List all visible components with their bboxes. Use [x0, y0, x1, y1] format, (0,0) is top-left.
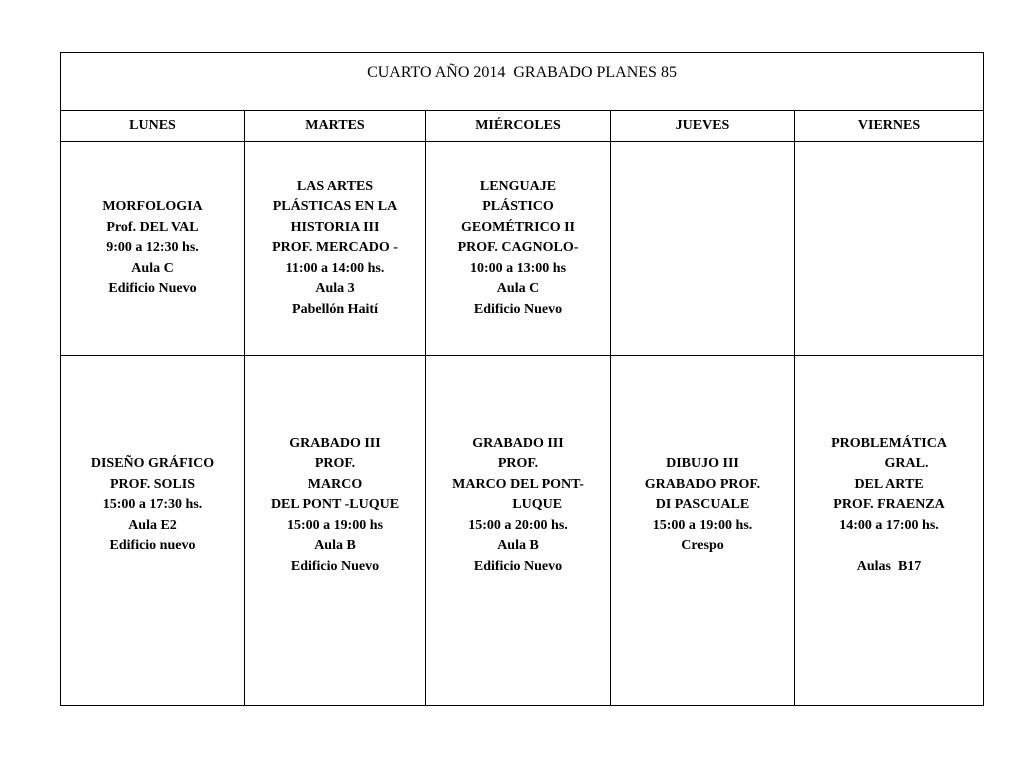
day-header-martes: MARTES — [245, 111, 426, 142]
class-cell-line: PROBLEMÁTICA — [831, 435, 947, 451]
class-cell-line: Edificio Nuevo — [473, 301, 563, 317]
class-cell-line: LENGUAJE — [479, 178, 557, 194]
class-cell-line: DEL PONT -LUQUE — [270, 497, 400, 513]
class-cell-line: MARCO DEL PONT- — [452, 476, 584, 492]
class-cell-viernes-2 — [795, 356, 984, 706]
class-cell-line: 9:00 a 12:30 hs. — [106, 240, 199, 256]
class-cell-line: Edificio Nuevo — [473, 558, 563, 574]
class-cell-miercoles-2 — [426, 356, 611, 706]
schedule-row-afternoon — [61, 356, 984, 706]
class-cell-line: DI PASCUALE — [655, 497, 750, 513]
class-cell-text — [611, 454, 794, 557]
class-cell-line: Aula C — [131, 260, 174, 276]
class-cell-line: PROF. MERCADO - — [272, 240, 398, 256]
schedule-title: CUARTO AÑO 2014 GRABADO PLANES 85 — [367, 64, 677, 81]
class-cell-line: PROF. — [314, 456, 356, 472]
class-cell-line: LAS ARTES — [296, 178, 374, 194]
class-cell-line: DIBUJO III — [666, 456, 739, 472]
class-cell-line: LUQUE — [473, 497, 563, 513]
class-cell-martes-1 — [245, 142, 426, 356]
class-cell-line: Crespo — [681, 538, 724, 554]
class-cell-line: DISEÑO GRÁFICO — [90, 456, 215, 472]
class-cell-text — [426, 177, 610, 321]
class-cell-line: Aula C — [496, 281, 540, 297]
class-cell-line: Aula E2 — [128, 517, 177, 533]
class-cell-jueves-1 — [611, 142, 795, 356]
class-cell-line: 15:00 a 19:00 hs — [286, 517, 384, 533]
class-cell-line: 14:00 a 17:00 hs. — [839, 517, 939, 533]
class-cell-text — [61, 197, 244, 300]
class-cell-line: 15:00 a 19:00 hs. — [652, 517, 753, 533]
class-cell-miercoles-1 — [426, 142, 611, 356]
day-header-row — [61, 111, 984, 142]
class-cell-line: Aula B — [314, 538, 356, 554]
class-cell-line: GEOMÉTRICO II — [461, 219, 575, 235]
schedule-title-cell — [61, 53, 984, 111]
class-cell-line: GRABADO III — [289, 435, 381, 451]
class-cell-lunes-2 — [61, 356, 245, 706]
day-header-lunes: LUNES — [61, 111, 245, 142]
class-cell-line: Edificio nuevo — [109, 538, 196, 554]
class-cell-line: Aula B — [497, 538, 539, 554]
class-cell-line: Aulas B17 — [856, 558, 922, 574]
class-cell-line: GRAL. — [849, 456, 929, 472]
class-cell-text — [795, 434, 983, 578]
class-cell-text — [245, 177, 425, 321]
class-cell-line: PLÁSTICO — [482, 199, 554, 215]
class-cell-line: PLÁSTICAS EN LA — [272, 199, 398, 215]
class-cell-line: Pabellón Haití — [292, 301, 378, 317]
class-cell-line: MORFOLOGIA — [102, 199, 203, 215]
class-cell-line — [795, 536, 983, 557]
class-cell-line: Prof. DEL VAL — [106, 219, 199, 235]
schedule-row-morning — [61, 142, 984, 356]
day-header-miercoles: MIÉRCOLES — [426, 111, 611, 142]
class-cell-line: PROF. CAGNOLO- — [457, 240, 579, 256]
class-cell-jueves-2 — [611, 356, 795, 706]
class-cell-lunes-1 — [61, 142, 245, 356]
class-cell-text — [245, 434, 425, 578]
class-cell-text — [61, 454, 244, 557]
class-cell-line: GRABADO III — [472, 435, 564, 451]
class-cell-viernes-1 — [795, 142, 984, 356]
class-cell-line: Aula 3 — [315, 281, 355, 297]
class-cell-line: HISTORIA III — [290, 219, 380, 235]
class-cell-martes-2 — [245, 356, 426, 706]
class-cell-line: Edificio Nuevo — [290, 558, 380, 574]
class-cell-line: PROF. FRAENZA — [833, 497, 945, 513]
class-cell-line: PROF. — [497, 456, 539, 472]
class-cell-line: PROF. SOLIS — [109, 476, 196, 492]
schedule-table — [60, 52, 984, 706]
title-row — [61, 53, 984, 111]
class-cell-line: MARCO — [307, 476, 363, 492]
class-cell-line: 11:00 a 14:00 hs. — [285, 260, 385, 276]
class-cell-line: DEL ARTE — [854, 476, 924, 492]
class-cell-line: 15:00 a 17:30 hs. — [102, 497, 203, 513]
day-header-viernes: VIERNES — [795, 111, 984, 142]
class-cell-line: 15:00 a 20:00 hs. — [468, 517, 568, 533]
class-cell-line: 10:00 a 13:00 hs — [469, 260, 567, 276]
class-cell-text — [426, 434, 610, 578]
day-header-jueves: JUEVES — [611, 111, 795, 142]
class-cell-line: GRABADO PROF. — [644, 476, 761, 492]
class-cell-line: Edificio Nuevo — [108, 281, 197, 297]
